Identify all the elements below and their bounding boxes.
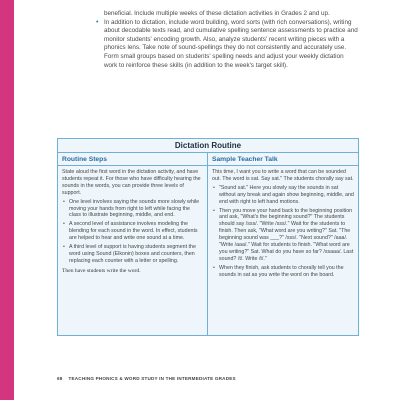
support-levels-list bbox=[62, 199, 203, 265]
intro-continuation: beneficial. Include multiple weeks of these dictation activities in Grades 2 and up. bbox=[104, 10, 330, 17]
routine-steps-closing: Then have students write the word. bbox=[62, 267, 141, 274]
list-item: • One level involves saying the sounds more slowly while moving your hands from right to left while facing the class to illustrate beginning, middle, and end. bbox=[62, 199, 203, 220]
list-item: • Then you move your hand back to the beginning position and ask, "What's the beginning sound?" The students should say /sss/. "Write /sss/." Wait for the students to finish. Then ask, "What word are you writing?" Sat. "The beginning sound was ___?" /sss/. "Next sound?" /aaa/. "Write /aaa/." Wait for students to finish. "What word are you writing?" Sat. What do you have so far? /ssaaa/. Last sound? /t/. Write /t/." bbox=[212, 208, 354, 263]
intro-bullet: • In addition to dictation, include word building, word sorts (with rich conversations), writing about decodable texts read, and cumulative spelling sentence assessments to practice and monitor students' encoding growth. Also, analyze students' recent writing pieces with a phonics lens. Take note of sound-spellings they do not consistently and accurately use. Form small groups based on students' spelling needs and adjust your weekly dictation work to reinforce these skills (in addition to the week's target skill). bbox=[96, 19, 358, 71]
intro-text bbox=[96, 10, 358, 70]
list-item: • A third level of support is having students segment the word using Sound (Elkonin) boxes and counters, then replacing each counter with a letter or spelling. bbox=[62, 244, 203, 265]
running-title: TEACHING PHONICS & WORD STUDY IN THE INTERMEDIATE GRADES bbox=[68, 376, 236, 381]
list-item: • When they finish, ask students to chorally tell you the sounds in sat as you write the word on the board. bbox=[212, 265, 354, 279]
teacher-talk-list bbox=[212, 185, 354, 279]
list-item: • A second level of assistance involves modeling the blending for each sound in the word. In effect, students are helped to hear and write one sound at a time. bbox=[62, 221, 203, 242]
routine-steps-column bbox=[58, 153, 208, 335]
list-item: • "Sound sat." Here you slowly say the sounds in sat without any break and again show beginning, middle, and end with right to left hand motions. bbox=[212, 185, 354, 206]
teacher-talk-column bbox=[208, 153, 358, 335]
routine-title: Dictation Routine bbox=[58, 139, 358, 153]
routine-steps-paragraph: State aloud the first word in the dictation activity, and have students repeat it. For those who have difficulty hearing the sounds in the words, you can provide three levels of support. bbox=[62, 169, 201, 196]
teacher-talk-paragraph: This time, I want you to write a word that can be sounded out. The word is sat. Say sat." The students chorally say sat. bbox=[212, 169, 354, 182]
teacher-talk-heading: Sample Teacher Talk bbox=[208, 155, 358, 166]
page-number: 68 bbox=[57, 376, 63, 381]
page-footer bbox=[57, 376, 236, 381]
routine-steps-heading: Routine Steps bbox=[58, 155, 207, 166]
page-edge-accent-bar bbox=[0, 0, 14, 400]
dictation-routine-box bbox=[57, 138, 359, 336]
